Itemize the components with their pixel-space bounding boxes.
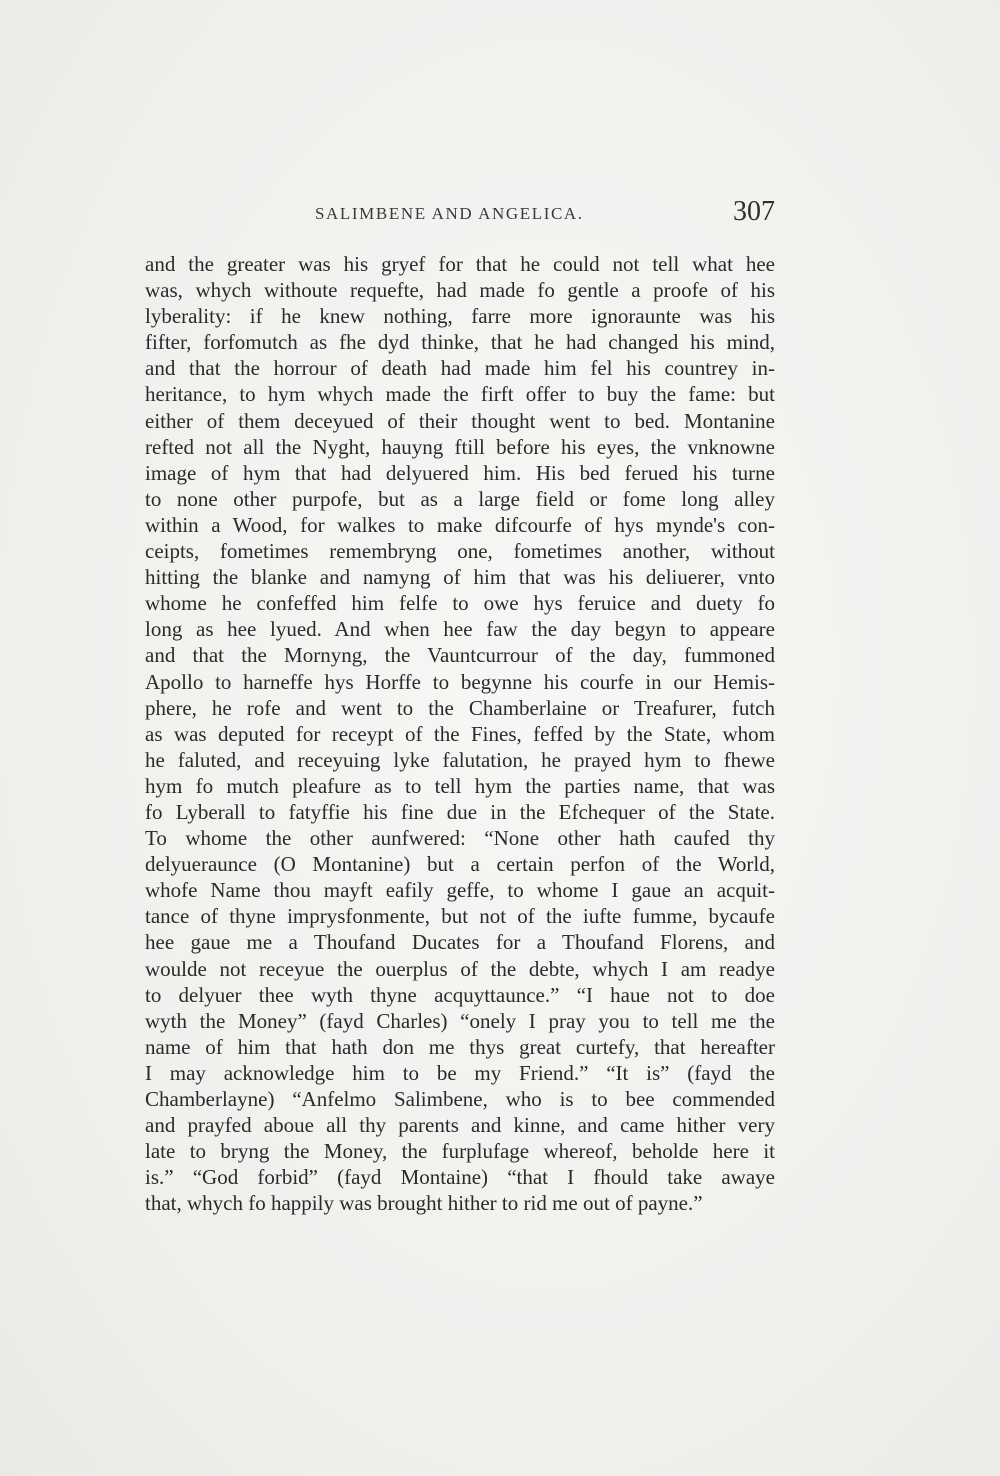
text-line: to none other purpofe, but as a large field or fome long alley xyxy=(145,486,775,511)
text-line: is.” “God forbid” (fayd Montaine) “that I fhould take awaye xyxy=(145,1165,775,1190)
text-line: phere, he rofe and went to the Chamberlaine or Treafurer, futch xyxy=(145,695,775,720)
text-line: whome he confeffed him felfe to owe hys feruice and duety fo xyxy=(145,591,775,616)
text-line: hee gaue me a Thoufand Ducates for a Thoufand Florens, and xyxy=(145,930,775,955)
text-line: refted not all the Nyght, hauyng ftill before his eyes, the vnknowne xyxy=(145,434,775,459)
running-title: SALIMBENE AND ANGELICA. xyxy=(315,204,584,223)
text-line: woulde not receyue the ouerplus of the debte, whych I am readye xyxy=(145,956,775,981)
text-line: within a Wood, for walkes to make difcourfe of hys mynde's con- xyxy=(145,512,775,537)
text-line: tance of thyne imprysfonmente, but not of the iufte fumme, bycaufe xyxy=(145,904,775,929)
text-line: hitting the blanke and namyng of him that was his deliuerer, vnto xyxy=(145,565,775,590)
text-line: wyth the Money” (fayd Charles) “onely I pray you to tell me the xyxy=(145,1008,775,1033)
text-line: he faluted, and receyuing lyke falutation, he prayed hym to fhewe xyxy=(145,747,775,772)
body-text xyxy=(145,251,775,1216)
text-line: and the greater was his gryef for that he could not tell what hee xyxy=(145,252,775,276)
text-line: ceipts, fometimes remembryng one, fometimes another, without xyxy=(145,539,775,564)
text-line: name of him that hath don me thys great curtefy, that hereafter xyxy=(145,1034,775,1059)
text-line: was, whych withoute requefte, had made fo gentle a proofe of his xyxy=(145,278,775,303)
text-line: whofe Name thou mayft eafily geffe, to whome I gaue an acquit- xyxy=(145,878,775,903)
text-line: as was deputed for receypt of the Fines, feffed by the State, whom xyxy=(145,721,775,746)
page-number: 307 xyxy=(733,196,775,227)
text-line: lyberality: if he knew nothing, farre more ignoraunte was his xyxy=(145,304,775,329)
text-line: and prayfed aboue all thy parents and kinne, and came hither very xyxy=(145,1113,775,1138)
text-line: image of hym that had delyuered him. His bed ferued his turne xyxy=(145,460,775,485)
text-line: Chamberlayne) “Anfelmo Salimbene, who is to bee commended xyxy=(145,1087,775,1111)
text-line: I may acknowledge him to be my Friend.” “It is” (fayd the xyxy=(145,1060,775,1085)
text-line: delyueraunce (O Montanine) but a certain perfon of the World, xyxy=(145,852,775,877)
text-line: hym fo mutch pleafure as to tell hym the parties name, that was xyxy=(145,773,775,798)
text-line: To whome the other aunfwered: “None other hath caufed thy xyxy=(145,826,775,851)
running-head xyxy=(145,196,775,236)
text-line: that, whych fo happily was brought hither to rid me out of payne.” xyxy=(145,1191,703,1216)
text-line: late to bryng the Money, the furplufage whereof, beholde here it xyxy=(145,1139,775,1164)
text-line: fo Lyberall to fatyffie his fine due in the Efchequer of the State. xyxy=(145,799,775,824)
text-line: to delyuer thee wyth thyne acquyttaunce.” “I haue not to doe xyxy=(145,982,775,1007)
text-line: heritance, to hym whych made the firft offer to buy the fame: but xyxy=(145,382,775,407)
text-line: long as hee lyued. And when hee faw the day begyn to appeare xyxy=(145,617,775,642)
text-line: either of them deceyued of their thought went to bed. Montanine xyxy=(145,408,775,433)
text-line: fifter, forfomutch as fhe dyd thinke, that he had changed his mind, xyxy=(145,330,775,355)
text-line: and that the horrour of death had made him fel his countrey in- xyxy=(145,356,775,381)
text-line: Apollo to harneffe hys Horffe to begynne his courfe in our Hemis- xyxy=(145,669,775,694)
text-line: and that the Mornyng, the Vauntcurrour of the day, fummoned xyxy=(145,643,775,668)
